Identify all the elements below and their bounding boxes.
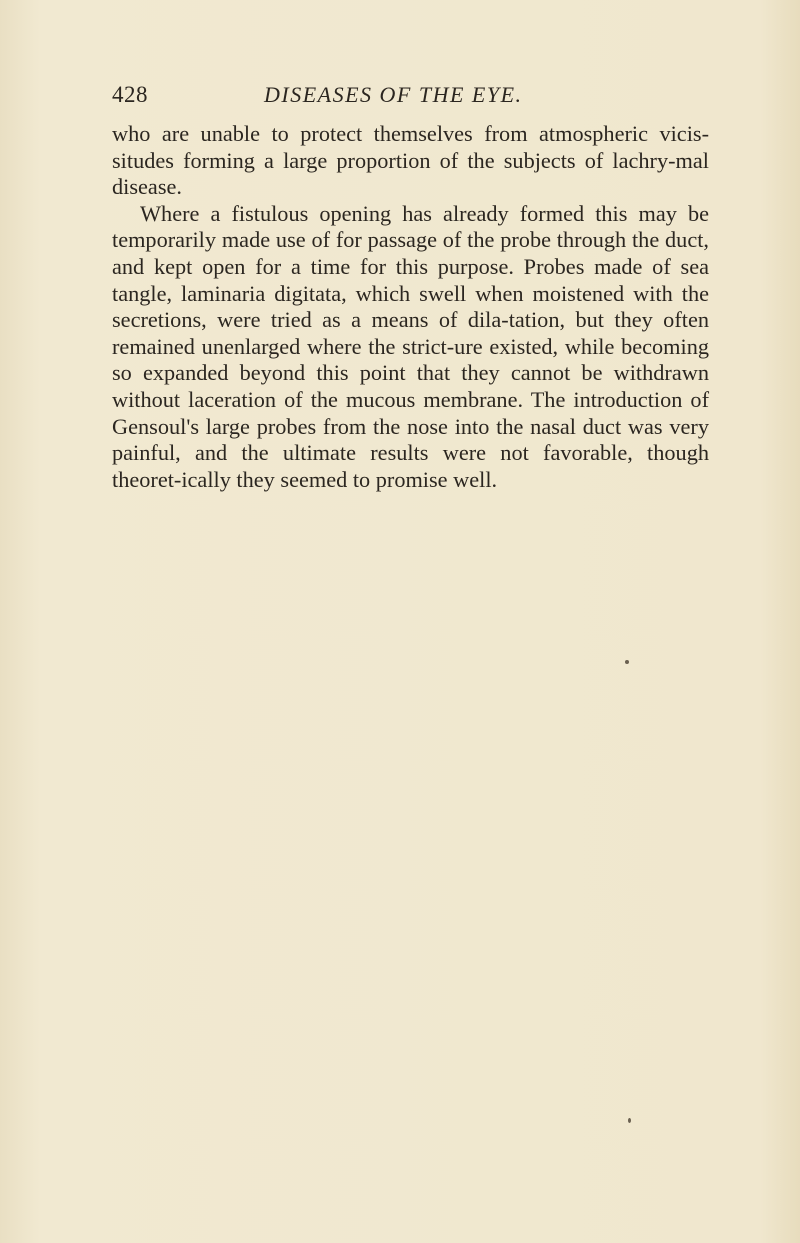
page-number: 428 (112, 82, 148, 107)
paper-speck (628, 1118, 631, 1123)
paper-speck (625, 660, 629, 664)
paragraph-continuation: who are unable to protect themselves from atmospheric vicis-situdes forming a large proportion of the subjects of lachry-mal disease. (112, 121, 709, 200)
running-head (112, 82, 692, 116)
paragraph-fistulous-opening: Where a fistulous opening has already formed this may be temporarily made use of for passage of the probe through the duct, and kept open for a time for this purpose. Probes made of sea tangle, laminaria digitata, which swell when moistened with the secretions, were tried as a means of dila-tation, but they often remained unenlarged where the strict-ure existed, while becoming so expanded beyond this point that they cannot be withdrawn without laceration of the mucous membrane. The introduction of Gensoul's large probes from the nose into the nasal duct was very painful, and the ultimate results were not favorable, though theoret-ically they seemed to promise well. (112, 200, 709, 492)
running-title: DISEASES OF THE EYE. (264, 82, 523, 107)
body-text (112, 121, 709, 493)
